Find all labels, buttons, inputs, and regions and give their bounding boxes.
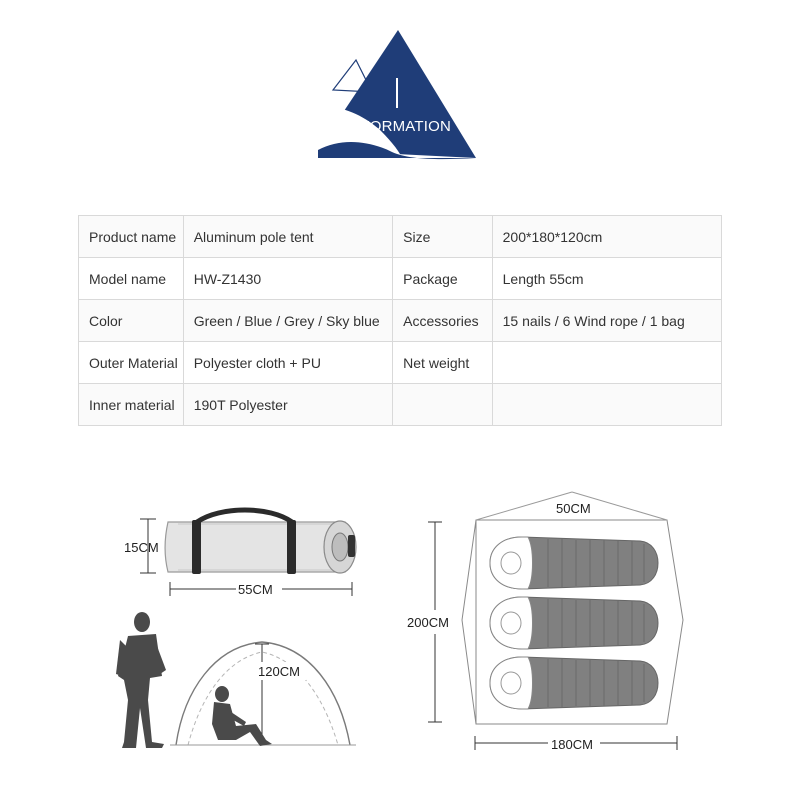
- spec-value: 200*180*120cm: [492, 216, 721, 258]
- spec-label: Size: [393, 216, 492, 258]
- spec-label: Color: [79, 300, 184, 342]
- sleeping-bag-icon: [490, 657, 658, 709]
- tent-height-label: 120CM: [258, 664, 300, 679]
- spec-value: Aluminum pole tent: [183, 216, 392, 258]
- information-header: [0, 0, 800, 180]
- header-title: INFORMATION: [344, 118, 452, 135]
- table-row: [79, 216, 722, 258]
- dimension-diagrams: [0, 460, 800, 800]
- spec-value: Length 55cm: [492, 258, 721, 300]
- spec-value: Polyester cloth + PU: [183, 342, 392, 384]
- spec-label: [393, 384, 492, 426]
- table-row: [79, 342, 722, 384]
- spec-value: [492, 342, 721, 384]
- spec-label: Product name: [79, 216, 184, 258]
- spec-label: Outer Material: [79, 342, 184, 384]
- triangle-emblem-icon: [0, 0, 800, 180]
- spec-value: HW-Z1430: [183, 258, 392, 300]
- sitting-person-icon: [212, 686, 272, 746]
- spec-label: Net weight: [393, 342, 492, 384]
- dome-tent-icon: [170, 642, 356, 745]
- spec-label: Model name: [79, 258, 184, 300]
- spec-label: Inner material: [79, 384, 184, 426]
- standing-person-icon: [116, 612, 166, 748]
- table-row: [79, 258, 722, 300]
- package-height-label: 15CM: [124, 540, 159, 555]
- spec-value: 190T Polyester: [183, 384, 392, 426]
- spec-value: [492, 384, 721, 426]
- table-row: [79, 300, 722, 342]
- floor-length-label: 200CM: [407, 615, 449, 630]
- package-length-label: 55CM: [238, 582, 273, 597]
- sleeping-bag-icon: [490, 597, 658, 649]
- spec-table: [78, 215, 722, 426]
- sleeping-bag-icon: [490, 537, 658, 589]
- spec-value: 15 nails / 6 Wind rope / 1 bag: [492, 300, 721, 342]
- spec-value: Green / Blue / Grey / Sky blue: [183, 300, 392, 342]
- floor-width-label: 180CM: [551, 737, 593, 752]
- top-width-label: 50CM: [556, 501, 591, 516]
- table-row: [79, 384, 722, 426]
- spec-label: Accessories: [393, 300, 492, 342]
- spec-label: Package: [393, 258, 492, 300]
- rolled-tent-bag-icon: [165, 510, 356, 574]
